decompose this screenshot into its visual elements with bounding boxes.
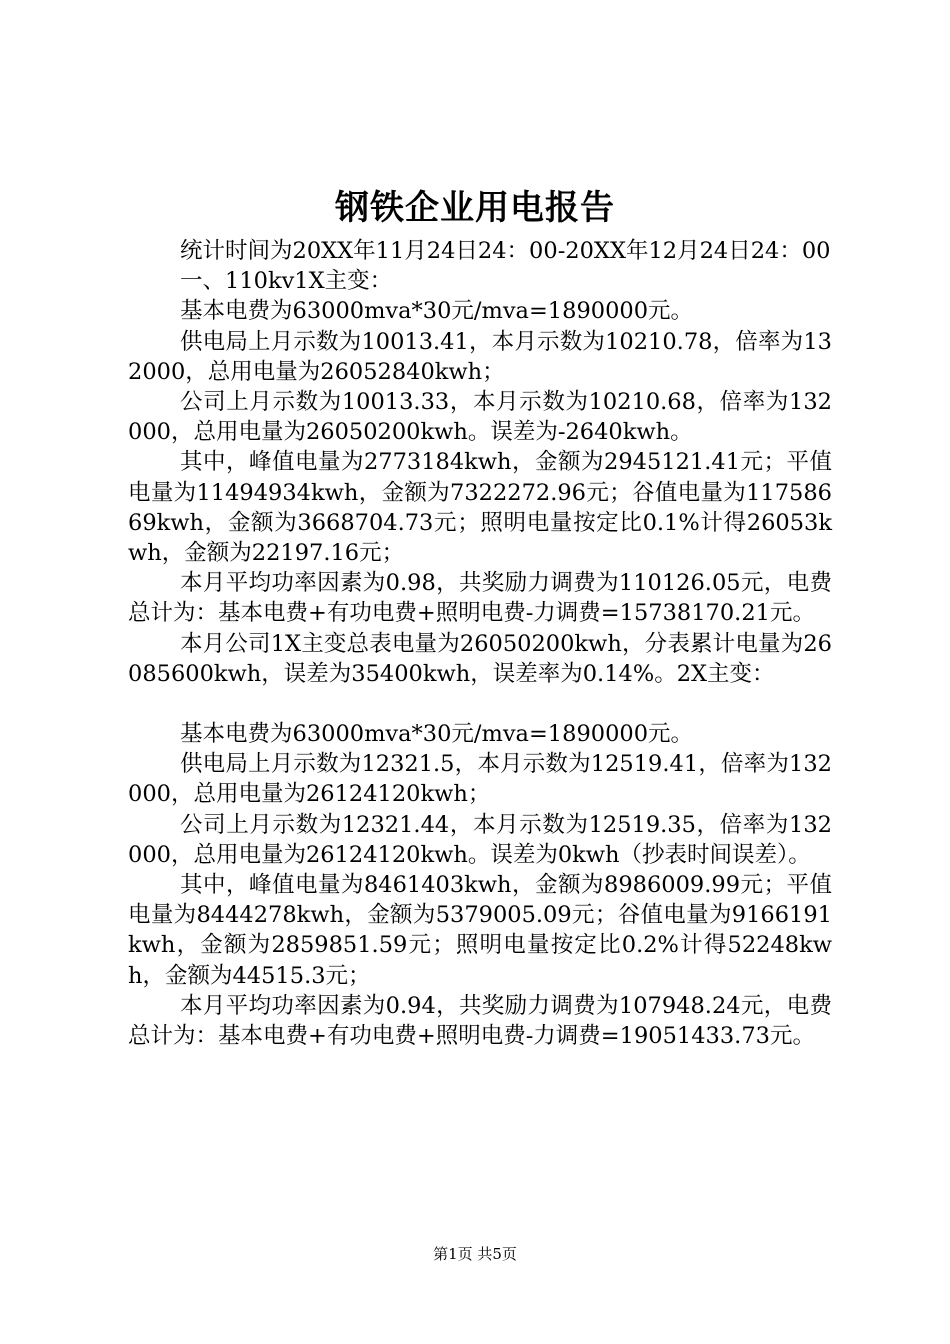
document-title: 钢铁企业用电报告 <box>335 188 615 228</box>
blank-line <box>128 689 832 719</box>
paragraph-1x-base-fee: 基本电费为63000mva*30元/mva=1890000元。 <box>180 298 694 325</box>
paragraph-1x-bureau-reading: 供电局上月示数为10013.41，本月示数为10210.78，倍率为132000，总用电量为26052840kwh； <box>128 328 832 385</box>
paragraph-1x-summary: 本月公司1X主变总表电量为26050200kwh，分表累计电量为26085600kwh，误差为35400kwh，误差率为0.14%。2X主变： <box>128 630 832 687</box>
paragraph-2x-bureau-reading: 供电局上月示数为12321.5，本月示数为12519.41，倍率为132000，总用电量为26124120kwh； <box>128 751 832 808</box>
paragraph-1x-breakdown: 其中，峰值电量为2773184kwh，金额为2945121.41元；平值电量为11494934kwh，金额为7322272.96元；谷值电量为11758669kwh，金额为3668704.73元；照明电量按定比0.1%计得26053kwh，金额为22197.16元； <box>128 449 832 567</box>
document-body <box>128 236 832 1051</box>
page-footer: 第1页 共5页 <box>433 1245 517 1263</box>
paragraph-1x-total: 本月平均功率因素为0.98，共奖励力调费为110126.05元，电费总计为：基本电费+有功电费+照明电费-力调费=15738170.21元。 <box>128 570 832 627</box>
paragraph-section-1x: 一、110kv1X主变： <box>180 268 393 295</box>
paragraph-2x-company-reading: 公司上月示数为12321.44，本月示数为12519.35，倍率为132000，总用电量为26124120kwh。误差为0kwh（抄表时间误差）。 <box>128 811 832 868</box>
paragraph-2x-base-fee: 基本电费为63000mva*30元/mva=1890000元。 <box>180 721 694 748</box>
paragraph-period: 统计时间为20XX年11月24日24：00-20XX年12月24日24：00 <box>180 238 831 264</box>
paragraph-1x-company-reading: 公司上月示数为10013.33，本月示数为10210.68，倍率为132000，总用电量为26050200kwh。误差为-2640kwh。 <box>128 389 832 446</box>
paragraph-2x-total: 本月平均功率因素为0.94，共奖励力调费为107948.24元，电费总计为：基本电费+有功电费+照明电费-力调费=19051433.73元。 <box>128 992 832 1050</box>
paragraph-2x-breakdown: 其中，峰值电量为8461403kwh，金额为8986009.99元；平值电量为8444278kwh，金额为5379005.09元；谷值电量为9166191kwh，金额为2859851.59元；照明电量按定比0.2%计得52248kwh，金额为44515.3元； <box>128 872 832 989</box>
